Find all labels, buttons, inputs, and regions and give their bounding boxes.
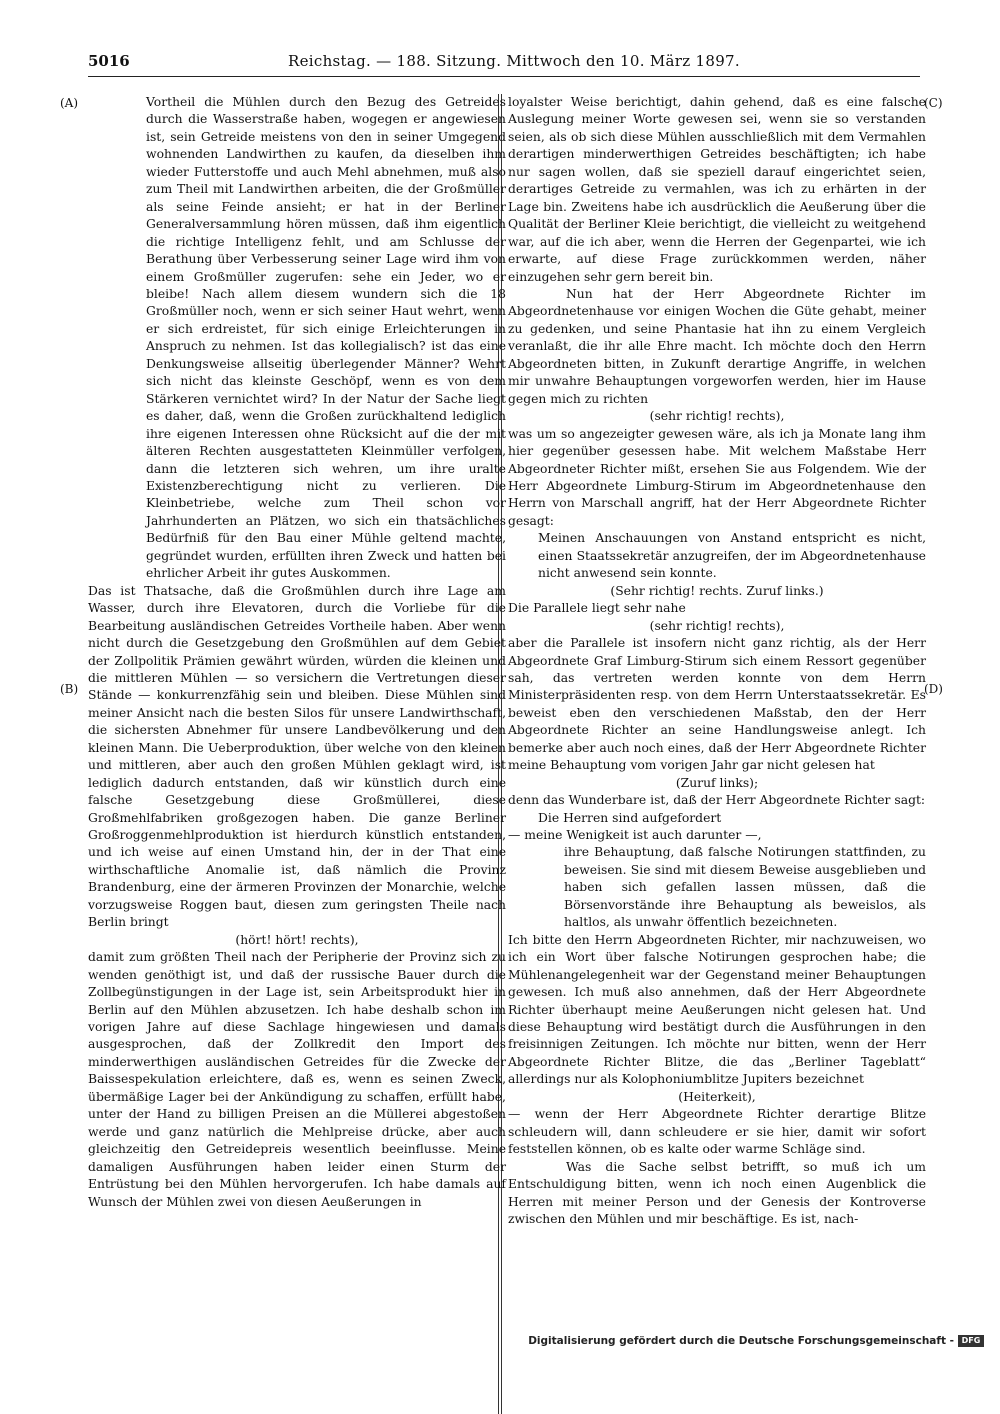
paragraph: Was die Sache selbst betrifft, so muß ich um Entschuldigung bitten, wenn ich noch einen Augenblick die Herren mit meiner Person und der Genesis der Kontroverse zwischen den Mühlen und mir beschäftige. Es ist, nach- bbox=[508, 1159, 926, 1226]
paragraph: — wenn der Herr Abgeordnete Richter derartige Blitze schleudern will, dann schleudere er sie hier, damit wir sofort feststellen können, ob es kalte oder warme Schläge sind. bbox=[508, 1107, 926, 1157]
paragraph: loyalster Weise berichtigt, dahin gehend, daß es eine falsche Auslegung meiner Worte gewesen sei, wenn sie so verstanden seien, als ob sich diese Mühlen ausschließlich mit dem Vermahlen derartigen minderwerthigen Getreides beschäftigten; ich habe nur sagen wollen, daß sie speziell darauf eingerichtet seien, derartiges Getreide zu vermahlen, was ich zu erhärten in der Lage bin. Zweitens habe ich ausdrücklich die Aeußerung über die Qualität der Berliner Kleie berichtigt, die vielleicht zu weitgehend war, auf die ich aber, wenn die Herren der Gegenpartei, wie ich erwarte, auf diese Frage zurückkommen werden, näher einzugehen sehr gern bereit bin. bbox=[508, 95, 926, 284]
paragraph: aber die Parallele ist insofern nicht ganz richtig, als der Herr Abgeordnete Graf Limburg-Stirum sich einem Ressort gegenüber sah, das vertreten werden konnte von dem Herrn Ministerpräsidenten resp. von dem Herrn Unterstaatssekretär. Es beweist eben den verschiedenen Maßstab, den der Herr Abgeordnete Richter an seine Handlungsweise anlegt. Ich bemerke aber auch noch eines, daß der Herr Abgeordnete Richter meine Behauptung vom vorigen Jahr gar nicht gelesen hat bbox=[508, 636, 926, 773]
margin-mark-d: (D) bbox=[924, 682, 943, 696]
page-header bbox=[88, 52, 920, 77]
paragraph: Ich bitte den Herrn Abgeordneten Richter, mir nachzuweisen, wo ich ein Wort über falsche Notirungen gesprochen habe; die Mühlenangelegenheit war der Gegenstand meiner Behauptungen gewesen. Ich muß also annehmen, daß der Herr Abgeordnete Richter überhaupt meine Aeußerungen nicht gelesen hat. Und diese Behauptung wird bestätigt durch die Ausführungen in den freisinnigen Zeitungen. Ich möchte nur bitten, wenn der Herr Abgeordnete Richter Blitze, die das „Berliner Tageblatt“ allerdings nur als Kolophoniumblitze Jupiters bezeichnet bbox=[508, 932, 926, 1087]
quotation: Die Herren sind aufgefordert bbox=[538, 810, 722, 825]
paragraph: damit zum größten Theil nach der Peripherie der Provinz sich zu wenden genöthigt ist, und daß der russische Bauer durch die Zollbegünstigungen in der Lage ist, sein Arbeitsprodukt hier in Berlin auf den Mühlen abzusetzen. Ich habe deshalb schon im vorigen Jahre auf diese Sachlage hingewiesen und damals ausgesprochen, daß der Zollkredit den Import des minderwerthigen ausländischen Getreides für die Zwecke der Baissespekulation erleichtere, daß es, wenn es seinen Zweck, übermäßige Lager bei der Ankündigung zu schaffen, erfüllt habe, unter der Hand zu billigen Preisen an die Müllerei abgestoßen werde und ganz natürlich die Mehlpreise drücke, aber auch gleichzeitig den Getreidepreis wesentlich beeinflusse. Meine damaligen Ausführungen haben leider einen Sturm der Entrüstung bei den Mühlen hervorgerufen. Ich habe damals auf Wunsch der Mühlen zwei von diesen Aeußerungen in bbox=[88, 950, 506, 1209]
running-title: Reichstag. — 188. Sitzung. Mittwoch den 10. März 1897. bbox=[288, 52, 740, 70]
quotation-aside: — meine Wenigkeit ist auch darunter —, bbox=[508, 828, 762, 843]
paragraph: Nun hat der Herr Abgeordnete Richter im Abgeordnetenhause vor einigen Wochen die Güte gehabt, meiner zu gedenken, und seine Phantasie hat ihn zu einem Vergleich veranlaßt, die ihr alle Ehre macht. Ich möchte doch den Herrn Abgeordneten bitten, in Zukunft derartige Angriffe, in welchen mir unwahre Behauptungen vorgeworfen werden, hier im Hause gegen mich zu richten bbox=[508, 286, 926, 406]
margin-mark-b: (B) bbox=[60, 682, 79, 696]
paragraph: Die Parallele liegt sehr nahe bbox=[508, 601, 686, 616]
dfg-logo: DFG bbox=[958, 1335, 984, 1347]
paragraph: Vortheil die Mühlen durch den Bezug des Getreides durch die Wasserstraße haben, wogegen er angewiesen ist, sein Getreide meistens von den in seiner Umgegend wohnenden Landwirthen zu kaufen, da dieselben ihm wieder Futterstoffe und auch Mehl abnehmen, muß also zum Theil mit Landwirthen arbeiten, die der Großmüller als seine Feinde ansieht; er hat in der Berliner Generalversammlung hören müssen, daß ihm eigentlich die richtige Intelligenz fehlt, und am Schlusse der Berathung über Verbesserung seiner Lage wird ihm von einem Großmüller zugerufen: sehe ein Jeder, wo er bleibe! Nach allem diesem wundern sich die 18 Großmüller noch, wenn er sich seiner Haut wehrt, wenn er sich erdreistet, für sich einige Erleichterungen in Anspruch zu nehmen. Ist das kollegialisch? ist das eine Denkungsweise allseitig überlegender Männer? Wehrt sich nicht das kleinste Geschöpf, wenn es von dem Stärkeren vernichtet wird? In der Natur der Sache liegt es daher, daß, wenn die Großen zurückhaltend lediglich ihre eigenen Interessen ohne Rücksicht auf die der mit älteren Rechten ausgestatteten Kleinmüller verfolgen, dann die letzteren sich wehren, um ihre uralte Existenzberechtigung nicht zu verlieren. Die Kleinbetriebe, welche zum Theil schon vor Jahrhunderten an Plätzen, wo sich ein thatsächliches Bedürfniß für den Bau einer Mühle geltend machte, gegründet wurden, erfüllten ihren Zweck und hatten bei ehrlicher Arbeit ihr gutes Auskommen. bbox=[146, 95, 506, 581]
interjection: (Sehr richtig! rechts. Zuruf links.) bbox=[610, 583, 824, 598]
interjection: (hört! hört! rechts), bbox=[235, 932, 359, 947]
left-column bbox=[88, 94, 506, 1211]
paragraph: was um so angezeigter gewesen wäre, als ich ja Monate lang ihm hier gegenüber gesessen habe. Mit welchem Maßstabe Herr Abgeordneter Richter mißt, ersehen Sie aus Folgendem. Wie der Herr Abgeordnete Limburg-Stirum im Abgeordnetenhause den Herrn von Marschall angriff, hat der Herr Abgeordnete Richter gesagt: bbox=[508, 426, 926, 528]
digitization-credit bbox=[528, 1335, 984, 1347]
margin-mark-c: (C) bbox=[924, 96, 943, 110]
paragraph: denn das Wunderbare ist, daß der Herr Abgeordnete Richter sagt: bbox=[508, 793, 926, 808]
interjection: (Zuruf links); bbox=[675, 775, 759, 790]
margin-mark-a: (A) bbox=[60, 96, 79, 110]
interjection: (sehr richtig! rechts), bbox=[649, 618, 785, 633]
right-column bbox=[508, 94, 926, 1228]
interjection: (Heiterkeit), bbox=[678, 1089, 756, 1104]
paragraph: Das ist Thatsache, daß die Großmühlen durch ihre Lage am Wasser, durch ihre Elevatoren, durch die Vorliebe für die Bearbeitung ausländischen Getreides Vortheile haben. Aber wenn nicht durch die Gesetzgebung den Großmühlen auf dem Gebiet der Zollpolitik Prämien gewährt würden, würden die kleinen und die mittleren Mühlen — so versichern die Vertretungen dieser Stände — konkurrenzfähig sein und bleiben. Diese Mühlen sind meiner Ansicht nach die besten Silos für unsere Landwirthschaft, die sichersten Abnehmer für unsere Landbevölkerung und den kleinen Mann. Die Ueberproduktion, über welche von den kleinen und mittleren, aber auch den großen Mühlen geklagt wird, ist lediglich dadurch entstanden, daß wir künstlich durch eine falsche Gesetzgebung diese Großmüllerei, diese Großmehlfabriken großgezogen haben. Die ganze Berliner Großroggenmehlproduktion ist hierdurch künstlich entstanden, und ich weise auf einen Umstand hin, der in der That eine wirthschaftliche Anomalie ist, daß nämlich die Provinz Brandenburg, eine der ärmeren Provinzen der Monarchie, welche vorzugsweise Roggen baut, diesen zum geringsten Theile nach Berlin bringt bbox=[88, 583, 506, 930]
quotation: ihre Behauptung, daß falsche Notirungen stattfinden, zu beweisen. Sie sind mit diesem Beweise ausgeblieben und haben sich gefallen lassen müssen, daß die Börsenvorstände ihre Behauptung als beweislos, als haltlos, als unwahr öffentlich bezeichneten. bbox=[564, 845, 926, 930]
interjection: (sehr richtig! rechts), bbox=[649, 409, 785, 424]
credit-text: Digitalisierung gefördert durch die Deutsche Forschungsgemeinschaft - bbox=[528, 1335, 954, 1347]
quotation: Meinen Anschauungen von Anstand entspricht es nicht, einen Staatssekretär anzugreifen, der im Abgeordnetenhause nicht anwesend sein konnte. bbox=[538, 531, 926, 581]
page-number: 5016 bbox=[88, 52, 130, 70]
